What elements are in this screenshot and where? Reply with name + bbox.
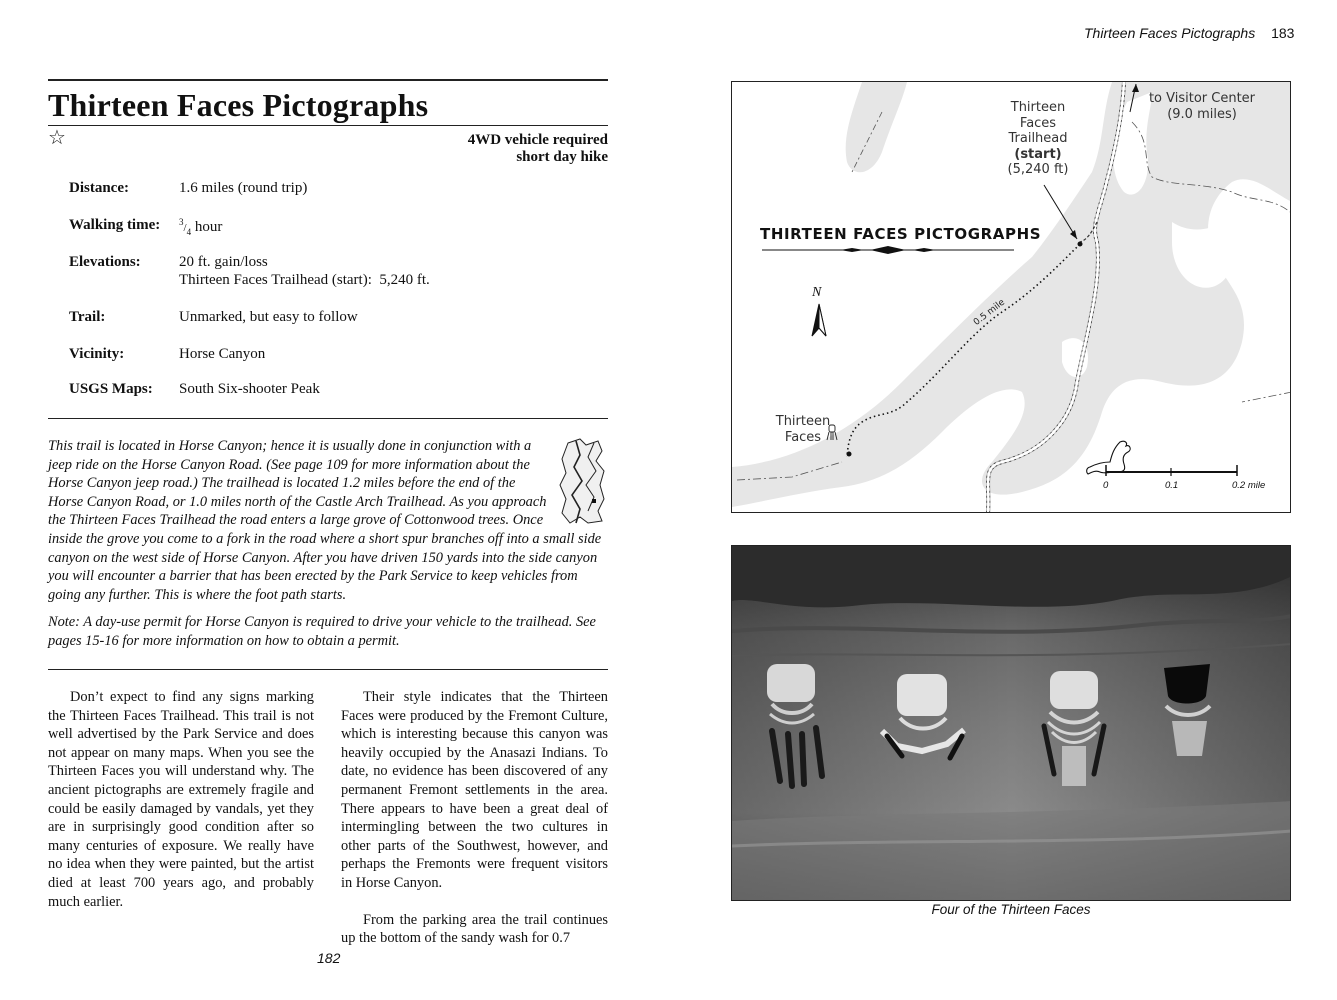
running-title: Thirteen Faces Pictographs: [1084, 25, 1256, 41]
map-title: THIRTEEN FACES PICTOGRAPHS: [760, 225, 1042, 243]
stat-value-distance: 1.6 miles (round trip): [179, 180, 308, 196]
stat-label-elevations: Elevations:: [69, 254, 141, 270]
walking-time-unit: hour: [191, 219, 223, 235]
requirement-hike-type: short day hike: [516, 149, 608, 165]
fraction-denominator: 4: [186, 227, 192, 237]
running-header: [1084, 25, 1294, 41]
photo-caption: Four of the Thirteen Faces: [931, 902, 1091, 917]
faces-line-1: Thirteen: [775, 414, 831, 429]
stat-value-walking-time: $^3/_4$ hour: [179, 217, 223, 237]
scale-mid: 0.1: [1165, 480, 1179, 491]
body-paragraph-2: Their style indicates that the Thirteen Faces were produced by the Fremont Culture, which is interesting because this canyon was heavily occupied by the Anasazi Indians. To date, no evidence has been discovered of any permanent Fremont settlements in the area. There appears to have been a great deal of intermingling between the two cultures in other parts of the Southwest, however, and perhaps the Fremonts were frequent visitors in Horse Canyon.: [341, 689, 608, 891]
stat-value-elevations-trailhead: Thirteen Faces Trailhead (start): 5,240 ft.: [179, 272, 430, 288]
pictograph-photo: [731, 545, 1291, 901]
stat-label-trail: Trail:: [69, 309, 106, 325]
stat-value-trail: Unmarked, but easy to follow: [179, 309, 358, 325]
trailhead-elevation: (5,240 ft): [1007, 162, 1069, 177]
stat-value-elevations: 20 ft. gain/loss: [179, 254, 268, 270]
intro-note: Note: A day-use permit for Horse Canyon is required to drive your vehicle to the trailhead. See pages 15-16 for more information on how to obtain a permit.: [48, 614, 596, 649]
photo-graphic: [732, 546, 1291, 901]
stat-label-walking-time: Walking time:: [69, 217, 161, 233]
intro-paragraph-1: This trail is located in Horse Canyon; hence it is usually done in conjunction with a jeep ride on the Horse Canyon Road. (See page 109 for more information about the Horse Canyon jeep road.) The trailhead is located 1.2 miles before the end of the Horse Canyon Road, or 1.0 miles north of the Castle Arch Trailhead. As you approach the Thirteen Faces Trailhead the road enters a large grove of Cottonwood trees. Once inside the grove you come to a fork in the road where a short spur branches off into a small side canyon on the west side of Horse Canyon. After you have driven 150 yards into the side canyon you will encounter a barrier that has been erected by the Park Service to keep vehicles from going any further. This is where the foot path starts.: [48, 438, 602, 603]
title-top-rule: [48, 79, 608, 81]
trailhead-line-2: Faces: [1019, 115, 1057, 131]
page-number-right: 183: [1271, 25, 1295, 41]
visitor-center-line-2: (9.0 miles): [1167, 106, 1237, 122]
stats-bottom-rule: [48, 418, 608, 419]
faces-line-2: Faces: [784, 429, 822, 445]
intro-bottom-rule: [48, 669, 608, 670]
scale-zero: 0: [1103, 480, 1109, 491]
body-column-2: [341, 688, 608, 948]
page-number-left: 182: [317, 950, 341, 966]
visitor-center-line-1: to Visitor Center: [1148, 91, 1256, 106]
fraction-numerator: 3: [179, 217, 184, 227]
locator-map-icon: [558, 437, 608, 525]
body-column-1: [48, 688, 314, 911]
stat-label-usgs-maps: USGS Maps:: [69, 381, 153, 397]
hike-requirements: [468, 132, 608, 166]
stat-label-vicinity: Vicinity:: [69, 346, 125, 362]
map-visitor-center-label: [1142, 91, 1262, 122]
body-paragraph-3: From the parking area the trail continues up the bottom of the sandy wash for 0.7: [341, 911, 608, 947]
intro-block: [48, 437, 608, 651]
coyote-icon: [1087, 441, 1130, 474]
trail-map: [731, 81, 1291, 513]
trailhead-line-1: Thirteen: [1010, 100, 1066, 115]
map-trailhead-label: [994, 100, 1082, 178]
trailhead-start: (start): [1014, 146, 1062, 162]
trail-distance-label: 0.5 mile: [972, 297, 1007, 328]
map-faces-label: [770, 414, 836, 445]
title-bottom-rule: [48, 125, 608, 126]
north-label: N: [812, 285, 822, 300]
stat-label-distance: Distance:: [69, 180, 129, 196]
trailhead-line-3: Trailhead: [1008, 131, 1068, 146]
star-rating-icon: ☆: [48, 127, 66, 149]
stat-value-vicinity: Horse Canyon: [179, 346, 266, 362]
requirement-vehicle: 4WD vehicle required: [467, 132, 608, 148]
scale-end: 0.2 mile: [1232, 480, 1266, 491]
page-title: Thirteen Faces Pictographs: [48, 87, 429, 123]
body-paragraph-1: Don’t expect to find any signs marking the Thirteen Faces Trailhead. This trail is not well advertised by the Park Service and does not appear on many maps. When you see the Thirteen Faces you will understand why. The ancient pictographs are extremely fragile and could be easily damaged by vandals, yet they are in surprisingly good condition after so many centuries of exposure. We really have no idea when they were painted, but the artist died at least 700 years ago, and probably much earlier.: [48, 689, 314, 910]
stat-value-usgs-maps: South Six-shooter Peak: [179, 381, 320, 397]
